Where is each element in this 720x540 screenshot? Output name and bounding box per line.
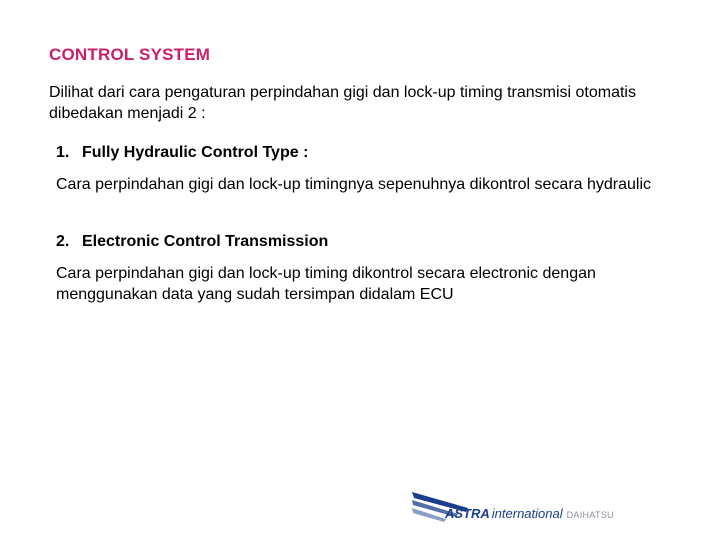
section-2-heading	[56, 233, 328, 251]
section-1-title: Fully Hydraulic Control Type :	[82, 144, 309, 161]
logo-brand: ASTRA	[445, 506, 490, 521]
slide-title: CONTROL SYSTEM	[49, 45, 211, 64]
section-2-number: 2.	[56, 233, 70, 250]
section-2-description: Cara perpindahan gigi dan lock-up timing dikontrol secara electronic dengan menggunakan data yang sudah tersimpan didalam ECU	[56, 265, 596, 303]
section-1-description: Cara perpindahan gigi dan lock-up timingnya sepenuhnya dikontrol secara hydraulic	[56, 176, 652, 193]
logo-suffix: international	[491, 506, 563, 521]
section-1-heading	[56, 144, 308, 162]
intro-paragraph: Dilihat dari cara pengaturan perpindahan gigi dan lock-up timing transmisi otomatis dibedakan menjadi 2 :	[49, 84, 636, 122]
logo-text	[445, 506, 614, 523]
section-2-title: Electronic Control Transmission	[82, 233, 329, 250]
logo-partner: DAIHATSU	[566, 510, 614, 520]
astra-international-logo	[410, 488, 615, 524]
section-1-number: 1.	[56, 144, 70, 161]
